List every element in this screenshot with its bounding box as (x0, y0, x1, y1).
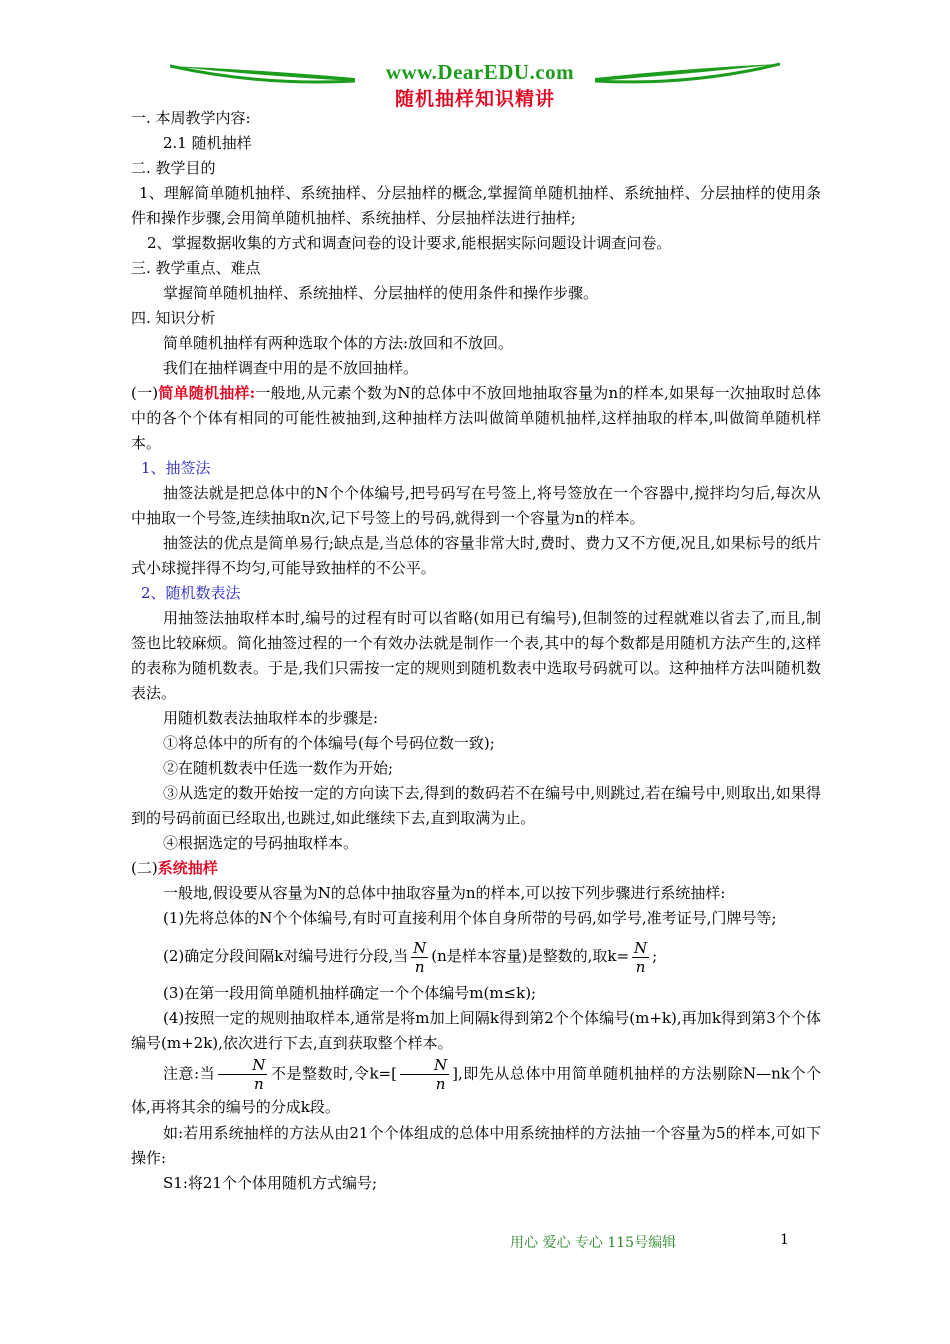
part-prefix: (二) (131, 859, 158, 877)
step-item: ①将总体中的所有的个体编号(每个号码位数一致); (163, 734, 495, 752)
paragraph: 如:若用系统抽样的方法从由21个个体组成的总体中用系统抽样的方法抽一个容量为5的样本,可如下操作: (131, 1124, 821, 1167)
paragraph-text: (2)确定分段间隔k对编号进行分段,当 (163, 947, 409, 965)
fraction-numerator: N (634, 938, 648, 957)
term-label: 简单随机抽样: (158, 384, 256, 402)
fraction-denominator: n (435, 1075, 446, 1093)
paragraph: 掌握简单随机抽样、系统抽样、分层抽样的使用条件和操作步骤。 (163, 284, 599, 302)
fraction (632, 939, 649, 976)
fraction (411, 939, 428, 976)
fraction-numerator: N (413, 938, 427, 957)
paragraph-with-fraction (131, 931, 821, 981)
paragraph-text: ],即先从总体中用简单随机抽样的方法剔除N—nk个个体,再将其余的编号的分成k段。 (131, 1064, 822, 1116)
step-item: ③从选定的数开始按一定的方向读下去,得到的数码若不在编号中,则跳过,若在编号中,则取出,如果得到的号码前面已经取出,也跳过,如此继续下去,直到取满为止。 (131, 784, 821, 827)
paragraph-note (131, 1056, 821, 1121)
section-heading: 一. 本周教学内容: (131, 109, 251, 127)
section-heading: 三. 教学重点、难点 (131, 259, 261, 277)
paragraph-text: (n是样本容量)是整数的,取k= (431, 947, 630, 965)
fraction (218, 1056, 267, 1093)
term-label: 系统抽样 (157, 859, 218, 877)
footer-slogan: 用心 爱心 专心 115号编辑 (510, 1235, 677, 1251)
paragraph: 1、理解简单随机抽样、系统抽样、分层抽样的概念,掌握简单随机抽样、系统抽样、分层抽样的使用条件和操作步骤,会用简单随机抽样、系统抽样、分层抽样法进行抽样; (131, 184, 821, 227)
paragraph: 简单随机抽样有两种选取个体的方法:放回和不放回。 (163, 334, 514, 352)
section-heading: 四. 知识分析 (131, 309, 216, 327)
paragraph: 用随机数表法抽取样本的步骤是: (163, 709, 379, 727)
paragraph-text: 一般地,从元素个数为N的总体中不放回地抽取容量为n的样本,如果每一次抽取时总体中的各个个体有相同的可能性被抽到,这种抽样方法叫做简单随机抽样,这样抽取的样本,叫做简单随机样本。 (131, 384, 821, 452)
page-number: 1 (780, 1232, 789, 1248)
step-item: ④根据选定的号码抽取样本。 (163, 834, 359, 852)
fraction-numerator: N (218, 1056, 267, 1075)
paragraph: (3)在第一段用简单随机抽样确定一个个体编号m(m≤k); (163, 984, 537, 1002)
paragraph: 抽签法就是把总体中的N个个体编号,把号码写在号签上,将号签放在一个容器中,搅拌均匀后,每次从中抽取一个号签,连续抽取n次,记下号签上的号码,就得到一个容量为n的样本。 (131, 484, 821, 527)
paragraph-simple-random (131, 381, 821, 456)
paragraph: (4)按照一定的规则抽取样本,通常是将m加上间隔k得到第2个个体编号(m+k),再加k得到第3个个体编号(m+2k),依次进行下去,直到获取整个样本。 (131, 1009, 821, 1052)
subheading-systematic (131, 856, 821, 881)
paragraph: 一般地,假设要从容量为N的总体中抽取容量为n的样本,可以按下列步骤进行系统抽样: (163, 884, 726, 902)
step-item: ②在随机数表中任选一数作为开始; (163, 759, 394, 777)
fraction-denominator: n (414, 957, 425, 976)
subheading: 2、随机数表法 (141, 584, 241, 602)
fraction-denominator: n (253, 1075, 264, 1093)
part-prefix: (一) (131, 384, 159, 402)
paragraph: 用抽签法抽取样本时,编号的过程有时可以省略(如用已有编号),但制签的过程就难以省去了,而且,制签也比较麻烦。简化抽签过程的一个有效办法就是制作一个表,其中的每个数都是用随机方法产生的,这样的表称为随机数表。于是,我们只需按一定的规则到随机数表中选取号码就可以。这种抽样方法叫随机数表法。 (131, 609, 821, 702)
paragraph-text: 不是整数时,令k=[ (270, 1064, 397, 1083)
paragraph: 我们在抽样调查中用的是不放回抽样。 (163, 359, 419, 377)
paragraph: 2、掌握数据收集的方式和调查问卷的设计要求,能根据实际问题设计调查问卷。 (147, 234, 672, 252)
paragraph: 抽签法的优点是简单易行;缺点是,当总体的容量非常大时,费时、费力又不方便,况且,如果标号的纸片式小球搅拌得不均匀,可能导致抽样的不公平。 (131, 534, 821, 577)
paragraph: (1)先将总体的N个个体编号,有时可直接利用个体自身所带的号码,如学号,准考证号,门牌号等; (163, 909, 777, 927)
fraction-denominator: n (635, 957, 646, 976)
fraction-numerator: N (400, 1056, 449, 1075)
fraction (400, 1056, 449, 1093)
paragraph-text: ; (652, 947, 658, 965)
page-title: 随机抽样知识精讲 (394, 88, 555, 110)
section-item: 2.1 随机抽样 (163, 134, 252, 152)
subheading: 1、抽签法 (141, 459, 211, 477)
document-body (131, 106, 821, 1196)
paragraph-text: 注意:当 (163, 1064, 216, 1083)
site-name: www.DearEDU.com (385, 60, 575, 84)
section-heading: 二. 教学目的 (131, 159, 216, 177)
paragraph: S1:将21个个体用随机方式编号; (163, 1174, 378, 1192)
